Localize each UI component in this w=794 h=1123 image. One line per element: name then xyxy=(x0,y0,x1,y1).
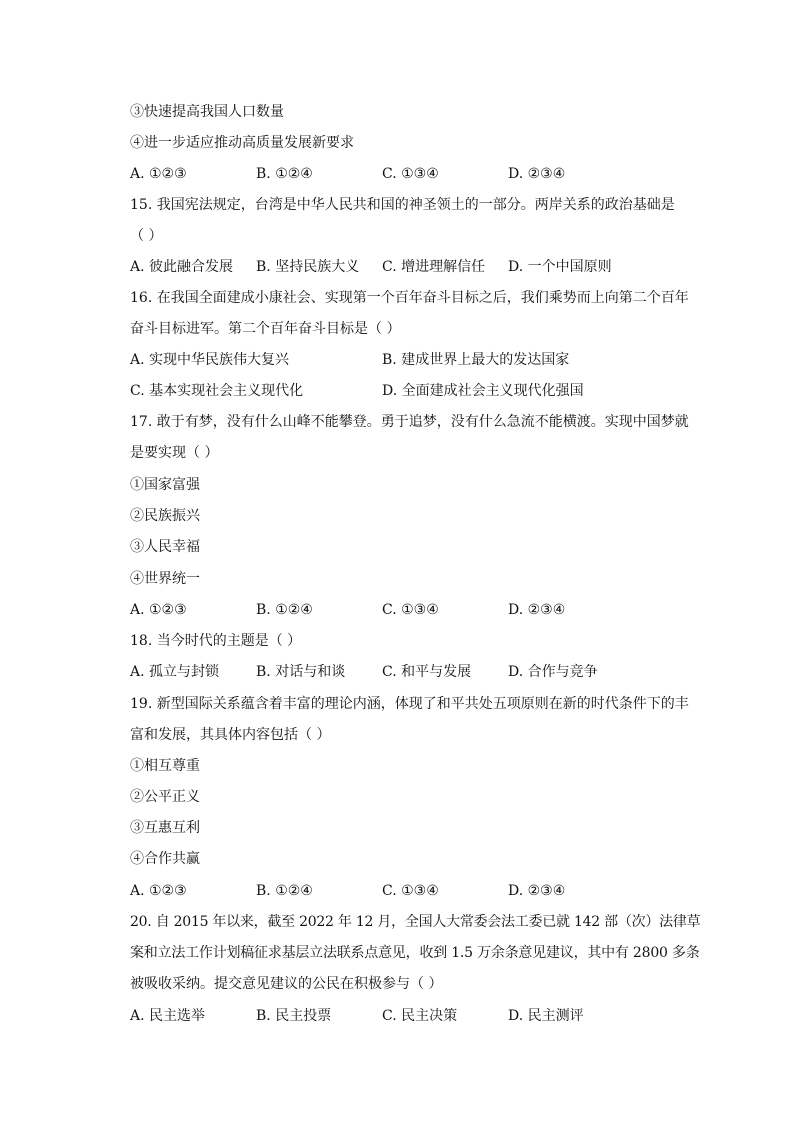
q20-stem-line2: 案和立法工作计划稿征求基层立法联系点意见，收到 1.5 万余条意见建议，其中有 2800 多条 xyxy=(130,945,700,961)
q16-option-b[interactable]: B. 建成世界上最大的发达国家 xyxy=(382,352,570,368)
q15-stem-line2: （ ） xyxy=(130,228,163,244)
q20-stem-line1: 20. 自 2015 年以来，截至 2022 年 12 月，全国人大常委会法工委已就 142 部（次）法律草 xyxy=(130,914,701,930)
q15-stem-line1: 15. 我国宪法规定，台湾是中华人民共和国的神圣领土的一部分。两岸关系的政治基础是 xyxy=(130,197,675,213)
continued-options xyxy=(130,164,700,184)
q17-item-1: ①国家富强 xyxy=(130,477,200,493)
option-d[interactable]: D. ②③④ xyxy=(508,166,566,182)
q17-option-a[interactable]: A. ①②③ xyxy=(130,602,187,618)
q17-option-c[interactable]: C. ①③④ xyxy=(382,602,439,618)
q16-options-row2 xyxy=(130,381,700,401)
q20-stem-line3: 被吸收采纳。提交意见建议的公民在积极参与（ ） xyxy=(130,976,443,992)
q19-item-1: ①相互尊重 xyxy=(130,758,200,774)
q17-item-3: ③人民幸福 xyxy=(130,539,200,555)
q18-option-b[interactable]: B. 对话与和谈 xyxy=(256,664,346,680)
q17-options xyxy=(130,600,700,620)
q15-option-b[interactable]: B. 坚持民族大义 xyxy=(256,259,360,275)
q16-option-c[interactable]: C. 基本实现社会主义现代化 xyxy=(130,383,304,399)
q20-option-b[interactable]: B. 民主投票 xyxy=(256,1008,332,1024)
q17-stem-line1: 17. 敢于有梦，没有什么山峰不能攀登。勇于追梦，没有什么急流不能横渡。实现中国梦就 xyxy=(130,414,689,430)
q16-stem-line1: 16. 在我国全面建成小康社会、实现第一个百年奋斗目标之后，我们乘势而上向第二个百年 xyxy=(130,290,689,306)
q15-option-d[interactable]: D. 一个中国原则 xyxy=(508,259,612,275)
q19-item-4: ④合作共赢 xyxy=(130,851,200,867)
q17-item-4: ④世界统一 xyxy=(130,571,200,587)
q20-option-c[interactable]: C. 民主决策 xyxy=(382,1008,458,1024)
q19-stem-line2: 富和发展，其具体内容包括（ ） xyxy=(130,727,331,743)
q19-item-2: ②公平正义 xyxy=(130,789,200,805)
q15-option-c[interactable]: C. 增进理解信任 xyxy=(382,259,486,275)
q16-option-a[interactable]: A. 实现中华民族伟大复兴 xyxy=(130,352,290,368)
q18-options xyxy=(130,662,700,682)
q20-option-d[interactable]: D. 民主测评 xyxy=(508,1008,584,1024)
q18-option-c[interactable]: C. 和平与发展 xyxy=(382,664,472,680)
q19-option-b[interactable]: B. ①②④ xyxy=(256,883,313,899)
q17-option-b[interactable]: B. ①②④ xyxy=(256,602,313,618)
q19-item-3: ③互惠互利 xyxy=(130,820,200,836)
q20-options xyxy=(130,1006,700,1026)
q16-options-row1 xyxy=(130,350,700,370)
continued-item-3: ③快速提高我国人口数量 xyxy=(130,104,284,120)
q19-option-c[interactable]: C. ①③④ xyxy=(382,883,439,899)
q15-option-a[interactable]: A. 彼此融合发展 xyxy=(130,259,234,275)
q19-stem-line1: 19. 新型国际关系蕴含着丰富的理论内涵，体现了和平共处五项原则在新的时代条件下的丰 xyxy=(130,696,689,712)
q16-option-d[interactable]: D. 全面建成社会主义现代化强国 xyxy=(382,383,584,399)
q18-option-d[interactable]: D. 合作与竞争 xyxy=(508,664,598,680)
option-c[interactable]: C. ①③④ xyxy=(382,166,439,182)
option-b[interactable]: B. ①②④ xyxy=(256,166,313,182)
q17-item-2: ②民族振兴 xyxy=(130,508,200,524)
q17-option-d[interactable]: D. ②③④ xyxy=(508,602,566,618)
q16-stem-line2: 奋斗目标进军。第二个百年奋斗目标是（ ） xyxy=(130,321,401,337)
option-a[interactable]: A. ①②③ xyxy=(130,166,187,182)
q19-options xyxy=(130,881,700,901)
q18-stem: 18. 当今时代的主题是（ ） xyxy=(130,633,302,649)
continued-item-4: ④进一步适应推动高质量发展新要求 xyxy=(130,135,354,151)
q19-option-d[interactable]: D. ②③④ xyxy=(508,883,566,899)
q17-stem-line2: 是要实现（ ） xyxy=(130,445,219,461)
q18-option-a[interactable]: A. 孤立与封锁 xyxy=(130,664,220,680)
q15-options xyxy=(130,257,700,277)
q20-option-a[interactable]: A. 民主选举 xyxy=(130,1008,206,1024)
q19-option-a[interactable]: A. ①②③ xyxy=(130,883,187,899)
